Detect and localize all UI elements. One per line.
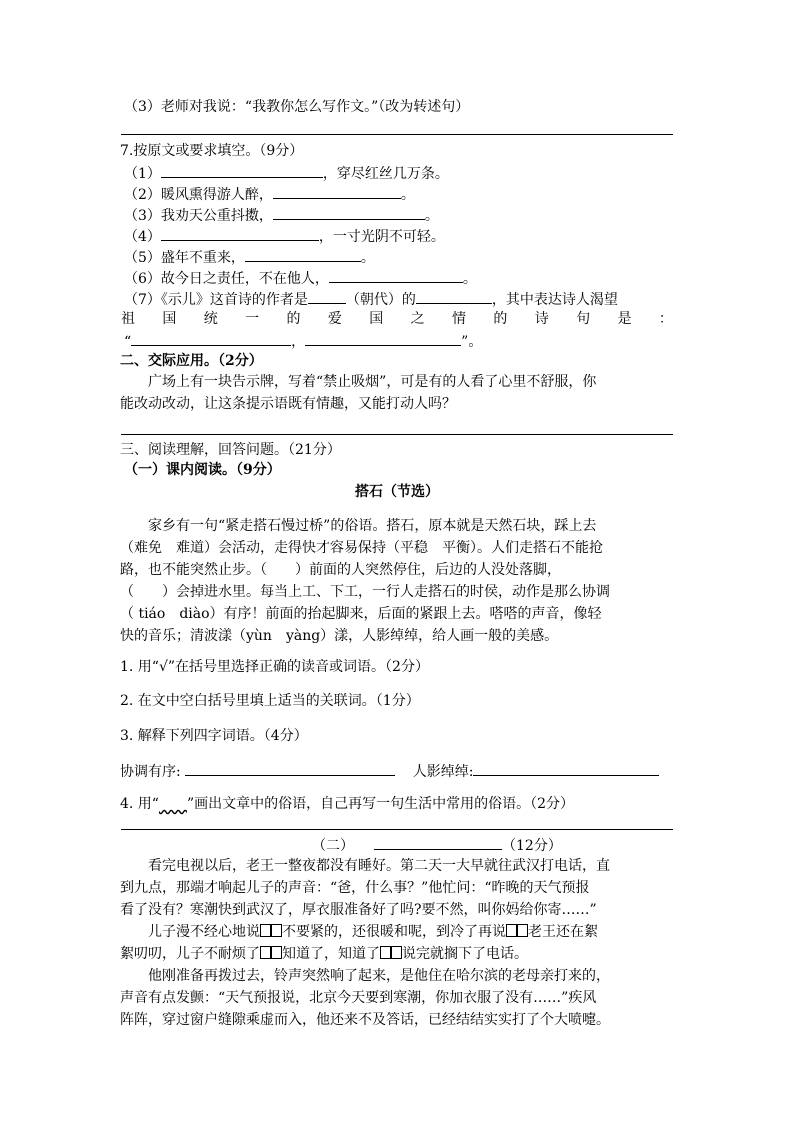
fill-line-7: [124, 288, 618, 310]
fill-prefix: （1）: [124, 166, 161, 182]
char: 爱: [327, 311, 342, 327]
char: 之: [410, 311, 425, 327]
char: 统: [203, 311, 218, 327]
blank-field[interactable]: [308, 288, 346, 304]
fill-suffix: 。: [360, 250, 375, 266]
fill-suffix: 。: [462, 271, 477, 287]
subsection-title: （一）课内阅读。（9分）: [124, 462, 281, 478]
blank-field[interactable]: [161, 162, 323, 178]
blank-field[interactable]: [273, 183, 401, 199]
passage-line: （难免 难道）会活动，走得快才容易保持（平稳 平衡）。人们走搭石不能抢: [120, 540, 603, 556]
fill-line-7-justified: [121, 309, 673, 329]
passage-line: 快的音乐；清波漾（yùn yàng）漾，人影绰绰，给人画一般的美感。: [120, 628, 559, 644]
char: 国: [369, 311, 384, 327]
question-4: [120, 794, 574, 814]
passage-line: 到九点，那端才响起儿子的声音：“爸，什么事？”他忙问：“昨晚的天气预报: [120, 880, 590, 896]
question-3-answers: [120, 760, 659, 782]
blank-field[interactable]: [161, 225, 319, 241]
fill-suffix: 。: [424, 208, 439, 224]
answer-line[interactable]: [121, 829, 673, 830]
blank-field[interactable]: [416, 288, 492, 304]
paragraph: 能改动改动，让这条提示语既有情趣，又能打动人吗？: [120, 396, 456, 412]
passage-line: [120, 944, 528, 964]
question-text: ”画出文章中的俗语，自己再写一句生活中常用的俗语。（2分）: [186, 796, 575, 812]
char: 诗: [534, 311, 549, 327]
char: 的: [493, 311, 508, 327]
passage-title: 搭石（节选）: [355, 484, 439, 500]
box-icon: [271, 924, 282, 937]
term-label: 协调有序:: [120, 764, 181, 780]
passage-line: 阵阵，穿过窗户缝隙乘虚而入，他还来不及答话，已经结结实实打了个大喷嚏。: [120, 1012, 610, 1028]
box-icon: [260, 924, 271, 937]
fill-prefix: （2）暖风熏得游人醉，: [124, 187, 273, 203]
passage-line: [148, 922, 598, 942]
fill-text: （7）《示儿》这首诗的作者是: [124, 292, 308, 308]
answer-line[interactable]: [121, 134, 673, 135]
answer-line[interactable]: [121, 434, 673, 435]
char: ：: [658, 311, 673, 327]
text: 说完就搁下了电话。: [402, 946, 528, 962]
passage-line: 看完电视以后，老王一整夜都没有睡好。第二天一大早就往武汉打电话，直: [148, 858, 610, 874]
box-icon: [517, 924, 528, 937]
fill-prefix: （6）故今日之责任，不在他人，: [124, 271, 329, 287]
fill-suffix: ，穿尽红丝几万条。: [322, 166, 449, 182]
blank-field[interactable]: [185, 760, 395, 776]
question-2: 2. 在文中空白括号里填上适当的关联词。（1分）: [120, 693, 420, 709]
question-6-3: （3）老师对我说：“我教你怎么写作文。”（改为转述句）: [124, 99, 470, 115]
fill-text: （朝代）的: [345, 292, 416, 308]
fill-prefix: （4）: [124, 229, 161, 245]
fill-text: ，其中表达诗人渴望: [491, 292, 618, 308]
passage-line: 家乡有一句“紧走搭石慢过桥”的俗语。搭石，原本就是天然石块，踩上去: [148, 518, 597, 534]
blank-field[interactable]: [329, 267, 463, 283]
char: 祖: [121, 311, 135, 327]
char: 句: [576, 311, 591, 327]
passage-line: 看了没有？寒潮快到武汉了，厚衣服准备好了吗?要不然，叫你妈给你寄……”: [120, 902, 597, 918]
term-label: 人影绰绰:: [412, 764, 474, 780]
fill-line-5: [124, 246, 375, 268]
blank-field[interactable]: [273, 204, 425, 220]
blank-field[interactable]: [305, 330, 461, 346]
fill-suffix: ，一寸光阴不可轻。: [318, 229, 445, 245]
char: 国: [162, 311, 177, 327]
question-text: 4. 用“: [120, 796, 159, 812]
box-icon: [271, 946, 282, 959]
fill-prefix: （5）盛年不重来，: [124, 250, 245, 266]
question-1: 1. 用“√”在括号里选择正确的读音或词语。（2分）: [120, 659, 429, 675]
text: 絮叨叨，儿子不耐烦了: [120, 946, 260, 962]
subsection-2-title: [312, 834, 562, 856]
blank-field[interactable]: [131, 330, 291, 346]
char: 一: [245, 311, 260, 327]
fill-prefix: （3）我劝天公重抖擞，: [124, 208, 273, 224]
box-icon: [391, 946, 402, 959]
title-blank[interactable]: [374, 834, 502, 850]
char: 的: [286, 311, 301, 327]
wavy-line-icon: [159, 796, 187, 812]
quote-open: “: [124, 334, 132, 350]
fill-line-3: [124, 204, 439, 226]
question-7-title: 7.按原文或要求填空。（9分）: [120, 143, 304, 159]
fill-line-4: [124, 225, 445, 247]
passage-line: 路，也不能突然止步。（ ）前面的人突然停住，后边的人没处落脚，: [120, 562, 561, 578]
box-icon: [506, 924, 517, 937]
section-3-title: 三、阅读理解，回答问题。（21分）: [120, 442, 341, 458]
passage-line: 他刚准备再拨过去，铃声突然响了起来，是他住在哈尔滨的老母亲打来的，: [148, 968, 610, 984]
section-2-title: 二、交际应用。（2分）: [120, 353, 263, 369]
fill-line-1: [124, 162, 449, 184]
fill-line-7-answer: [124, 330, 482, 352]
text: 老王还在絮: [528, 924, 598, 940]
passage-line: （ ）会掉进水里。每当上工、下工，一行人走搭石的时侯，动作是那么协调: [120, 584, 610, 600]
char: 是: [617, 311, 632, 327]
quote-close: ”。: [461, 334, 483, 350]
fill-line-6: [124, 267, 477, 289]
text: 知道了，知道了: [282, 946, 380, 962]
paragraph: 广场上有一块告示牌，写着“禁止吸烟”，可是有的人看了心里不舒服，你: [148, 374, 597, 390]
title-prefix: （二）: [312, 838, 354, 854]
passage-line: 声音有点发颤：“天气预报说，北京今天要到寒潮，你加衣服了没有……”疾风: [120, 990, 597, 1006]
question-3: 3. 解释下列四字词语。（4分）: [120, 728, 308, 744]
comma: ，: [291, 334, 306, 350]
title-suffix: （12分）: [502, 838, 562, 854]
box-icon: [380, 946, 391, 959]
passage-line: （ tiáo diào）有序！前面的抬起脚来，后面的紧跟上去。嗒嗒的声音，像轻: [120, 606, 602, 622]
blank-field[interactable]: [473, 760, 659, 776]
fill-line-2: [124, 183, 415, 205]
char: 情: [452, 311, 466, 327]
fill-suffix: 。: [400, 187, 415, 203]
text: 儿子漫不经心地说: [148, 924, 260, 940]
text: 不要紧的，还很暖和呢，到冷了再说: [282, 924, 506, 940]
blank-field[interactable]: [245, 246, 361, 262]
box-icon: [260, 946, 271, 959]
